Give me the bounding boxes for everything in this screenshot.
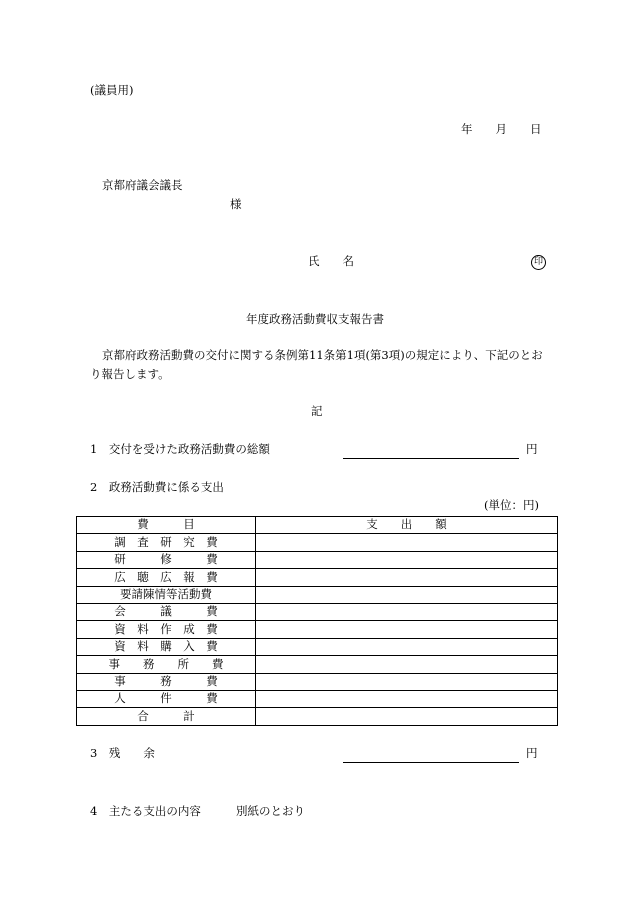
table-row	[77, 569, 558, 586]
amount-cell[interactable]	[256, 621, 558, 638]
item-1-amount-line	[343, 458, 519, 459]
expenditure-table	[76, 516, 558, 726]
name-label: 氏 名	[308, 254, 354, 268]
amount-cell[interactable]	[256, 569, 558, 586]
amount-cell[interactable]	[256, 603, 558, 620]
table-row	[77, 551, 558, 568]
seal-mark: 印	[531, 255, 546, 270]
header-amount: 支 出 額	[256, 517, 558, 534]
category-cell: 資 料 購 入 費	[77, 638, 256, 655]
category-cell: 事 務 所 費	[77, 656, 256, 673]
category-cell: 会 議 費	[77, 603, 256, 620]
date-line: 年 月 日	[461, 122, 542, 136]
item-3-unit: 円	[526, 746, 538, 760]
category-cell: 事 務 費	[77, 673, 256, 690]
amount-cell[interactable]	[256, 638, 558, 655]
category-cell: 要請陳情等活動費	[77, 586, 256, 603]
amount-cell[interactable]	[256, 673, 558, 690]
table-total-row	[77, 708, 558, 725]
table-row	[77, 673, 558, 690]
body-line-2: り報告します。	[90, 367, 170, 381]
addressee-honorific: 様	[230, 197, 242, 211]
unit-note: (単位：円)	[484, 498, 539, 512]
table-header-row	[77, 517, 558, 534]
header-category: 費 目	[77, 517, 256, 534]
category-cell: 調 査 研 究 費	[77, 534, 256, 551]
category-cell: 研 修 費	[77, 551, 256, 568]
total-amount-cell[interactable]	[256, 708, 558, 725]
table-row	[77, 586, 558, 603]
table-row	[77, 638, 558, 655]
item-4-label: 4 主たる支出の内容	[90, 804, 201, 818]
amount-cell[interactable]	[256, 551, 558, 568]
category-cell: 人 件 費	[77, 690, 256, 707]
category-cell: 広 聴 広 報 費	[77, 569, 256, 586]
amount-cell[interactable]	[256, 690, 558, 707]
amount-cell[interactable]	[256, 656, 558, 673]
body-line-1: 京都府政務活動費の交付に関する条例第11条第1項(第3項)の規定により、下記のとお	[102, 348, 543, 362]
report-title: 年度政務活動費収支報告書	[246, 312, 384, 326]
total-label-cell: 合 計	[77, 708, 256, 725]
table-row	[77, 603, 558, 620]
table-row	[77, 621, 558, 638]
amount-cell[interactable]	[256, 586, 558, 603]
item-2-label: 2 政務活動費に係る支出	[90, 480, 224, 494]
item-3-label: 3 残 余	[90, 746, 155, 760]
item-4-value: 別紙のとおり	[236, 804, 305, 818]
amount-cell[interactable]	[256, 534, 558, 551]
table-row	[77, 656, 558, 673]
item-3-amount-line	[343, 762, 519, 763]
item-1-label: 1 交付を受けた政務活動費の総額	[90, 442, 270, 456]
table-row	[77, 534, 558, 551]
table-row	[77, 690, 558, 707]
addressee-line: 京都府議会議長	[102, 178, 183, 192]
form-label: (議員用)	[90, 83, 134, 97]
item-1-unit: 円	[526, 442, 538, 456]
ki-heading: 記	[311, 404, 323, 418]
category-cell: 資 料 作 成 費	[77, 621, 256, 638]
